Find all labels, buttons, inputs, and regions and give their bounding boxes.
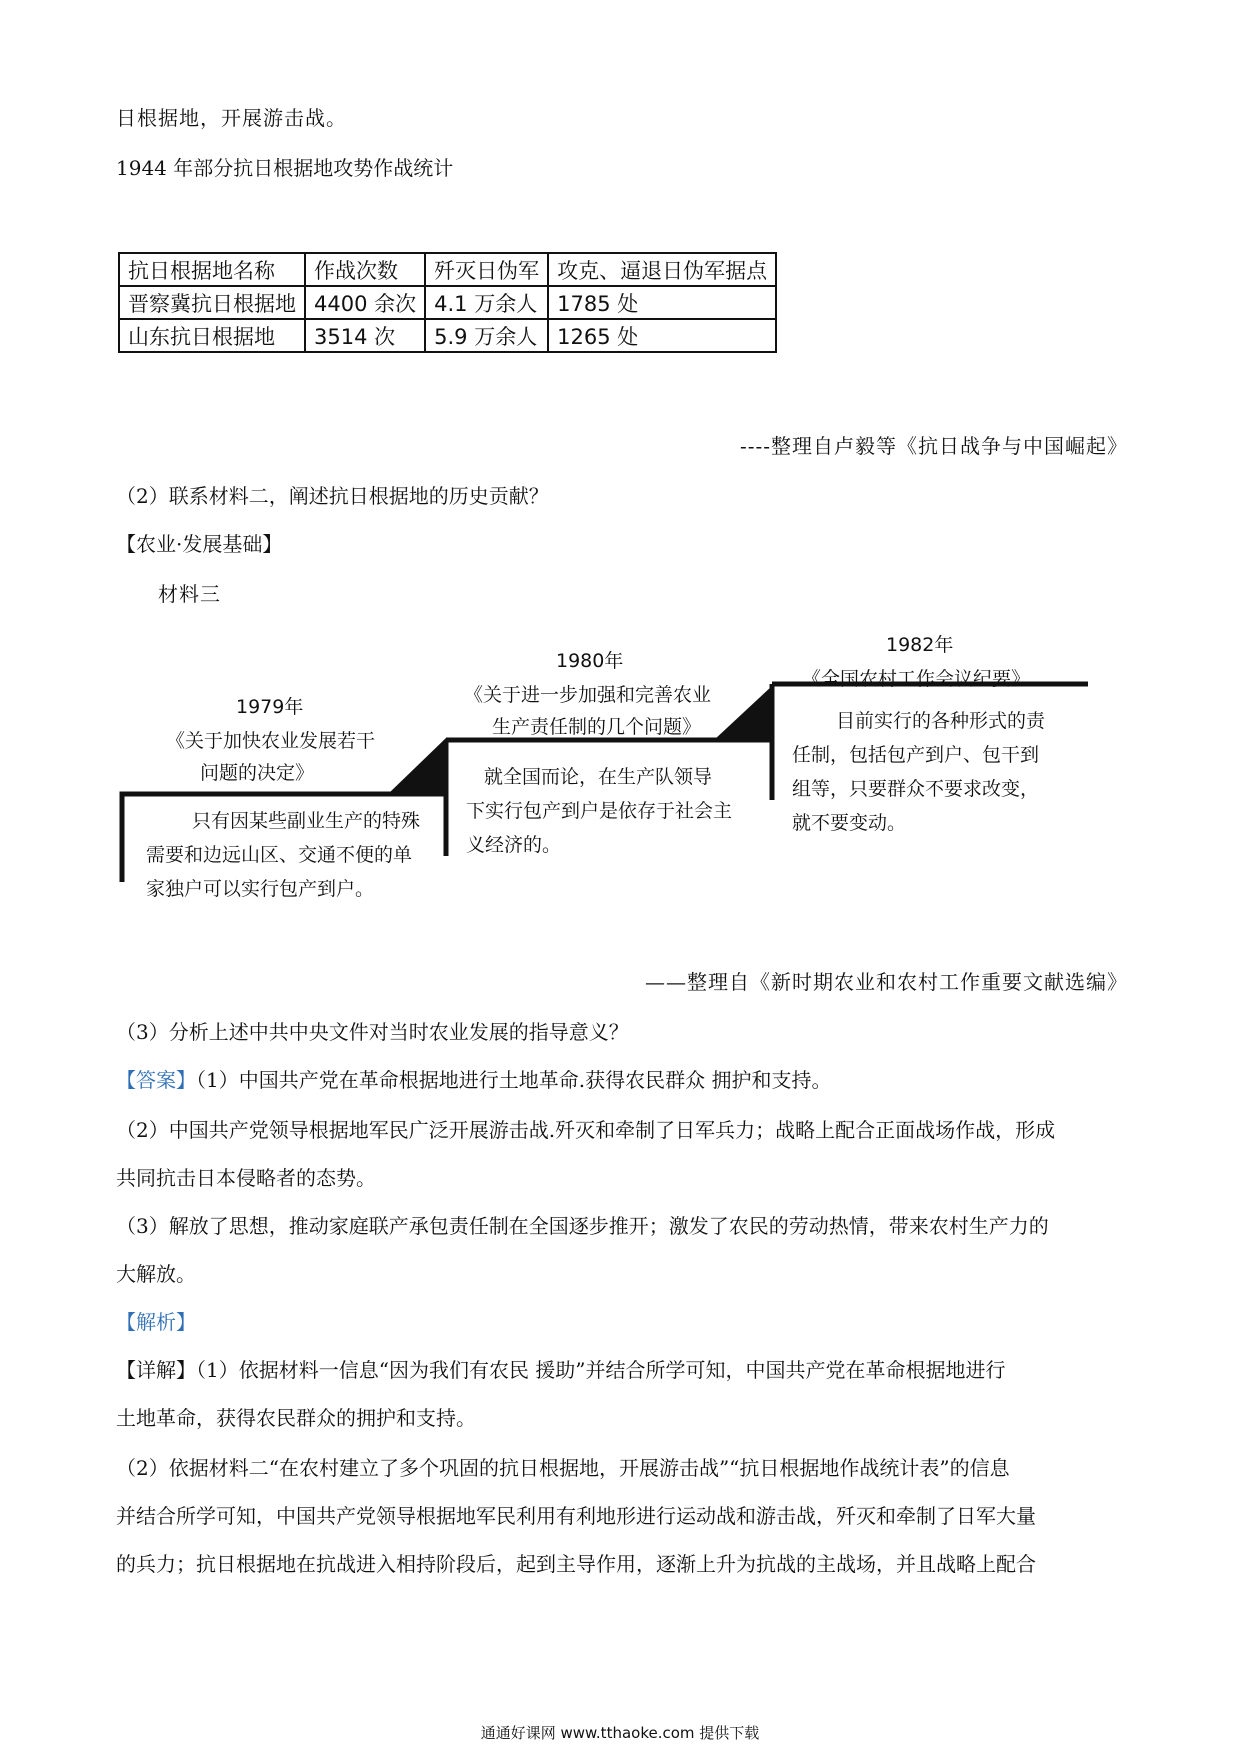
table-cell: 5.9 万余人	[425, 319, 548, 352]
analysis-label: 【解析】	[116, 1310, 196, 1334]
question-3: （3）分析上述中共中央文件对当时农业发展的指导意义？	[116, 1020, 629, 1044]
source-citation-1: ----整理自卢毅等《抗日战争与中国崛起》	[739, 434, 1128, 458]
timeline-text-1979: 只有因某些副业生产的特殊	[192, 810, 421, 832]
detail-2-line2: 并结合所学可知，中国共产党领导根据地军民利用有利地形进行运动战和游击战，歼灭和牵制了日军大量	[116, 1504, 1036, 1528]
table-cell: 晋察冀抗日根据地	[119, 286, 305, 319]
timeline-text-1979: 家独户可以实行包产到户。	[146, 878, 375, 900]
timeline-text-1982: 组等，只要群众不要求改变，	[792, 778, 1040, 800]
question-2: （2）联系材料二，阐述抗日根据地的历史贡献？	[116, 484, 549, 508]
timeline-text-1980: 义经济的。	[466, 834, 562, 856]
table-title: 1944 年部分抗日根据地攻势作战统计	[116, 156, 454, 180]
answer-3-line1: （3）解放了思想，推动家庭联产承包责任制在全国逐步推开；激发了农民的劳动热情，带来农村生产力的	[116, 1214, 1049, 1238]
answer-1: （1）中国共产党在革命根据地进行土地革命.获得农民群众 拥护和支持。	[196, 1068, 832, 1092]
table-header-cell: 作战次数	[305, 253, 425, 286]
step-1979-wedge	[388, 738, 446, 794]
timeline-doc-1979-line2: 问题的决定》	[200, 762, 315, 784]
table-header-cell: 攻克、逼退日伪军据点	[548, 253, 776, 286]
detail-1-line2: 土地革命，获得农民群众的拥护和支持。	[116, 1406, 476, 1430]
timeline-text-1980: 下实行包产到户是依存于社会主	[466, 800, 733, 822]
answer-3-line2: 大解放。	[116, 1262, 196, 1286]
table-header-cell: 歼灭日伪军	[425, 253, 548, 286]
page-footer: 通通好课网 www.tthaoke.com 提供下载	[480, 1724, 760, 1742]
timeline-text-1982: 就不要变动。	[792, 812, 907, 834]
table-cell: 4.1 万余人	[425, 286, 548, 319]
table-cell: 3514 次	[305, 319, 425, 352]
timeline-year-1980: 1980年	[556, 650, 624, 672]
answer-line	[116, 1066, 831, 1094]
timeline-doc-1979-line1: 《关于加快农业发展若干	[166, 730, 376, 752]
answer-label: 【答案】	[116, 1068, 196, 1092]
timeline-text-1982: 目前实行的各种形式的责	[836, 710, 1046, 732]
detail-line	[116, 1356, 1006, 1384]
timeline-year-1979: 1979年	[236, 696, 304, 718]
table-cell: 1265 处	[548, 319, 776, 352]
detail-label: 【详解】	[116, 1358, 196, 1382]
timeline-doc-1980-line1: 《关于进一步加强和完善农业	[464, 684, 712, 706]
answer-2-line2: 共同抗击日本侵略者的态势。	[116, 1166, 376, 1190]
answer-2-line1: （2）中国共产党领导根据地军民广泛开展游击战.歼灭和牵制了日军兵力；战略上配合正面战场作战，形成	[116, 1118, 1056, 1142]
detail-2-line1: （2）依据材料二“在农村建立了多个巩固的抗日根据地，开展游击战”“抗日根据地作战统计表”的信息	[116, 1456, 1010, 1480]
timeline-doc-1980-line2: 生产责任制的几个问题》	[492, 716, 702, 738]
intro-tail-text: 日根据地，开展游击战。	[116, 106, 347, 130]
table-cell: 1785 处	[548, 286, 776, 319]
table-cell: 山东抗日根据地	[119, 319, 305, 352]
timeline-year-1982: 1982年	[886, 634, 954, 656]
timeline-text-1979: 需要和边远山区、交通不便的单	[146, 844, 413, 866]
table-header-cell: 抗日根据地名称	[119, 253, 305, 286]
timeline-text-1982: 任制，包括包产到户、包干到	[792, 744, 1040, 766]
timeline-doc-1982-line1: 《全国农村工作会议纪要》	[802, 668, 1031, 690]
detail-1-line1: （1）依据材料一信息“因为我们有农民 援助”并结合所学可知，中国共产党在革命根据地进行	[196, 1358, 1006, 1382]
source-citation-2: ——整理自《新时期农业和农村工作重要文献选编》	[645, 970, 1128, 994]
section-heading: 【农业·发展基础】	[116, 532, 283, 556]
timeline-text-1980: 就全国而论，在生产队领导	[484, 766, 713, 788]
table-cell: 4400 余次	[305, 286, 425, 319]
detail-2-line3: 的兵力；抗日根据地在抗战进入相持阶段后，起到主导作用，逐渐上升为抗战的主战场，并且战略上配合	[116, 1552, 1036, 1576]
step-1980-wedge	[714, 686, 772, 740]
material3-label: 材料三	[158, 582, 221, 606]
